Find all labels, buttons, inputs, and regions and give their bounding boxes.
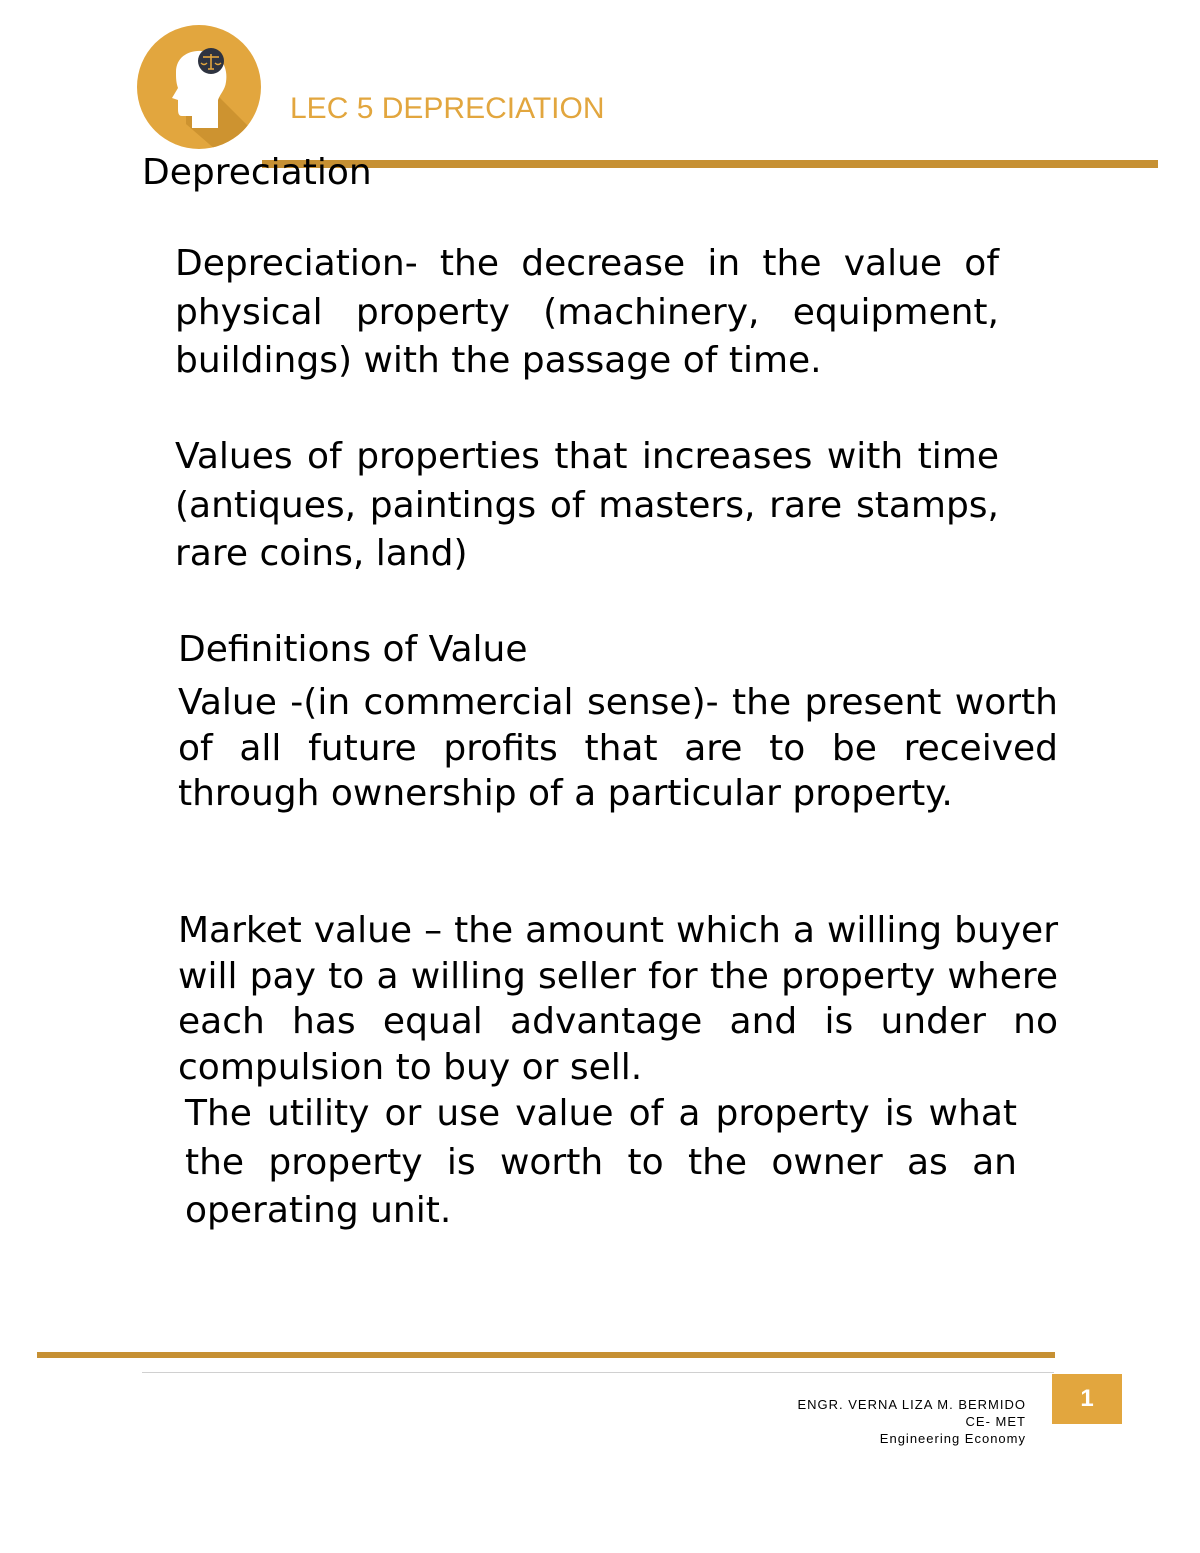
appreciating-properties: Values of properties that increases with time (antiques, paintings of masters, rare stamps, rare coins, land) (175, 436, 999, 574)
use-value-definition: The utility or use value of a property is what the property is worth to the owner as an operating unit. (185, 1093, 1017, 1231)
lecture-title: LEC 5 DEPRECIATION (290, 92, 605, 125)
depreciation-definition: Depreciation- the decrease in the value of physical property (machinery, equipment, buildings) with the passage of time. (175, 243, 999, 381)
page-number: 1 (1052, 1374, 1122, 1424)
footer-divider (37, 1352, 1055, 1358)
commercial-value-definition: Value -(in commercial sense)- the present worth of all future profits that are to be received through ownership of a particular property. (178, 682, 1058, 814)
section-heading: Depreciation (142, 152, 372, 193)
footer-course: Engineering Economy (879, 1431, 1026, 1446)
head-with-scales-icon (136, 24, 262, 150)
market-value-definition: Market value – the amount which a willing buyer will pay to a willing seller for the property where each has equal advantage and is under no compulsion to buy or sell. (178, 910, 1058, 1088)
footer-department: CE- MET (965, 1414, 1026, 1429)
header-divider (262, 160, 1158, 168)
subheading-definitions: Definitions of Value (178, 629, 528, 670)
footer-author: ENGR. VERNA LIZA M. BERMIDO (797, 1397, 1026, 1412)
footer-thin-divider (142, 1372, 1054, 1373)
footer-info (797, 1396, 1026, 1447)
logo (136, 24, 262, 150)
